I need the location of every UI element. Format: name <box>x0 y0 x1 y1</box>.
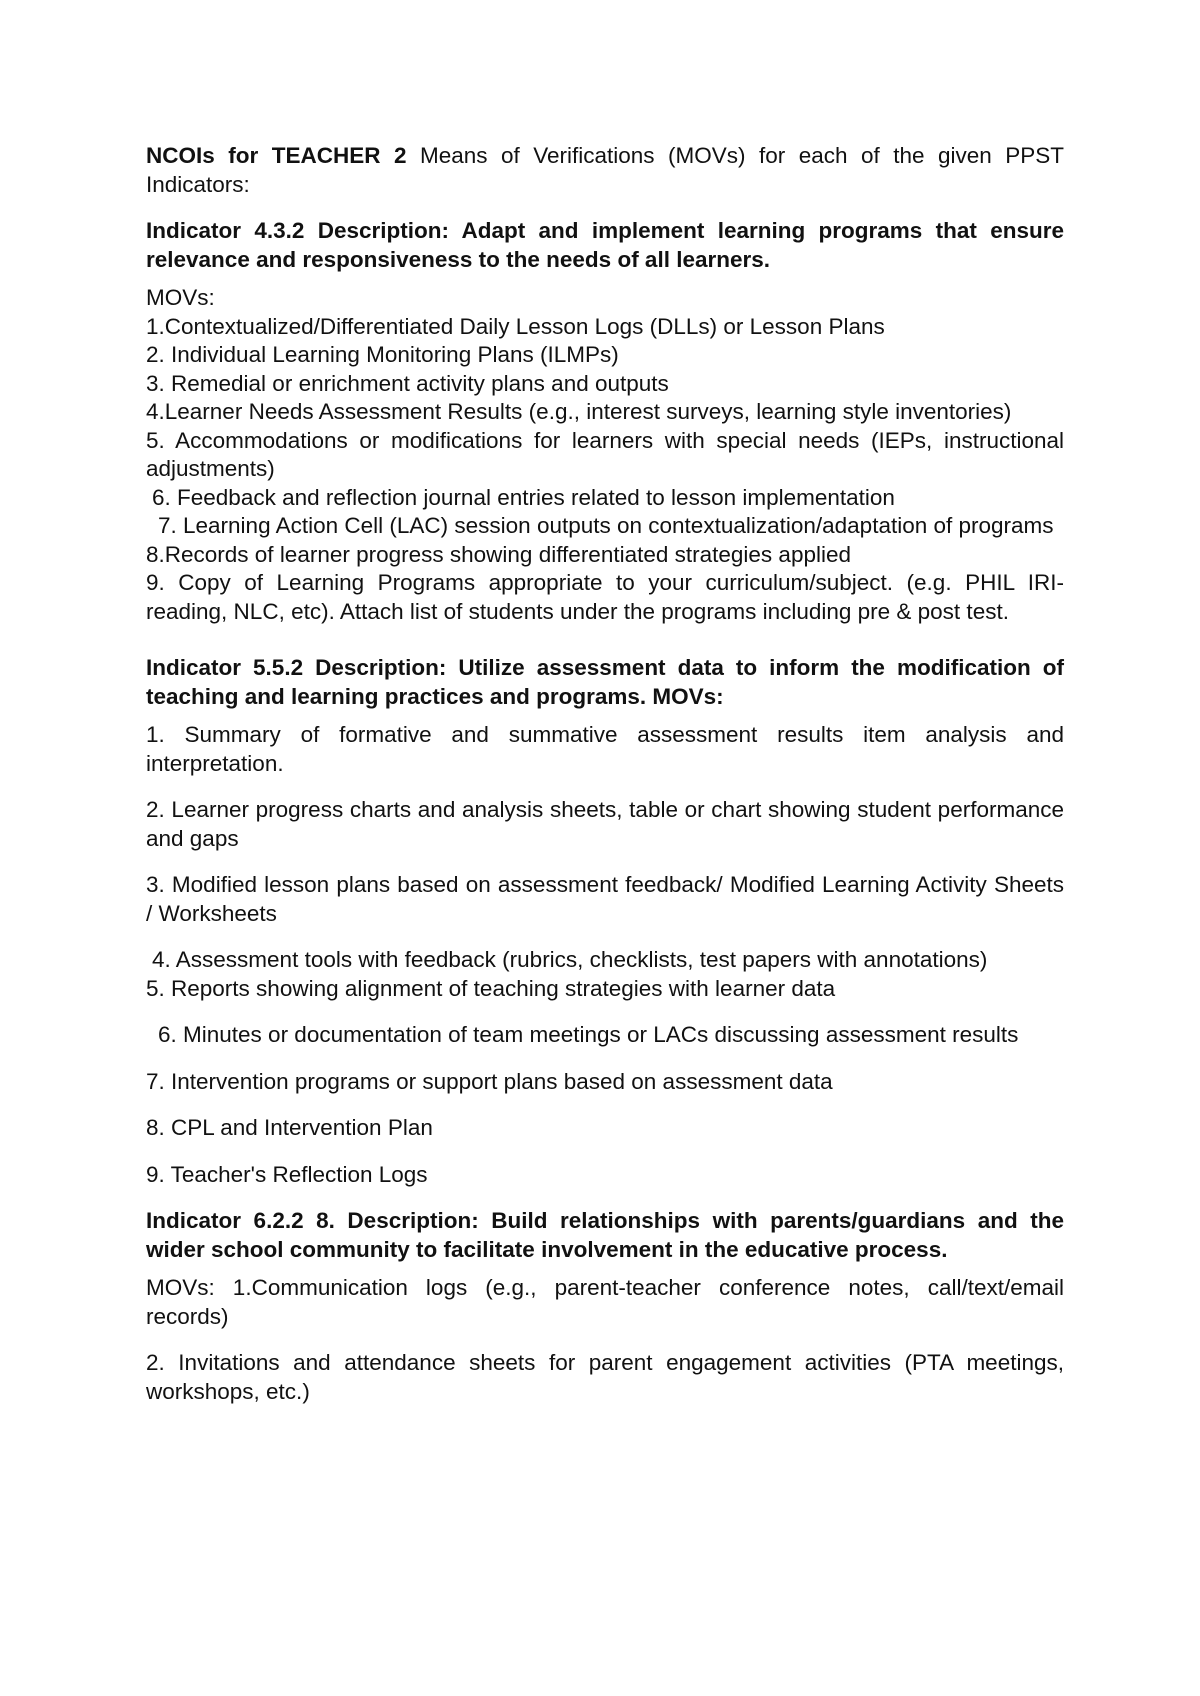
indicator-552-heading: Indicator 5.5.2 Description: Utilize assessment data to inform the modification of teaching and learning practices and programs. MOVs: <box>146 655 1064 709</box>
indicator-552-item-3: 3. Modified lesson plans based on assessment feedback/ Modified Learning Activity Sheets / Worksheets <box>146 872 1064 926</box>
indicator-432-item-3: 3. Remedial or enrichment activity plans and outputs <box>146 370 669 396</box>
indicator-432-heading: Indicator 4.3.2 Description: Adapt and implement learning programs that ensure relevance and responsiveness to the needs of all learners. <box>146 218 1064 272</box>
indicator-432-item-1: 1.Contextualized/Differentiated Daily Lesson Logs (DLLs) or Lesson Plans <box>146 313 885 339</box>
indicator-432-item-2: 2. Individual Learning Monitoring Plans (ILMPs) <box>146 342 619 367</box>
indicator-622-heading: Indicator 6.2.2 8. Description: Build relationships with parents/guardians and the wider school community to facilitate involvement in the educative process. <box>146 1208 1064 1262</box>
indicator-552-item-4: 4. Assessment tools with feedback (rubrics, checklists, test papers with annotations) <box>152 947 988 972</box>
indicator-432-item-7: 7. Learning Action Cell (LAC) session outputs on contextualization/adaptation of programs <box>158 513 1054 538</box>
indicator-432-item-8: 8.Records of learner progress showing differentiated strategies applied <box>146 541 851 567</box>
indicator-552-item-8: 8. CPL and Intervention Plan <box>146 1115 433 1140</box>
indicator-552-item-2: 2. Learner progress charts and analysis sheets, table or chart showing student performance and gaps <box>146 797 1064 851</box>
indicator-622-item-2: 2. Invitations and attendance sheets for parent engagement activities (PTA meetings, workshops, etc.) <box>146 1350 1064 1404</box>
indicator-552-item-5: 5. Reports showing alignment of teaching strategies with learner data <box>146 975 836 1001</box>
indicator-552-item-7: 7. Intervention programs or support plans based on assessment data <box>146 1068 833 1094</box>
indicator-432-item-4: 4.Learner Needs Assessment Results (e.g., interest surveys, learning style inventories) <box>146 399 1012 424</box>
indicator-432-item-9: 9. Copy of Learning Programs appropriate to your curriculum/subject. (e.g. PHIL IRI-reading, NLC, etc). Attach list of students under the programs including pre & post test. <box>146 570 1064 624</box>
indicator-432-item-5: 5. Accommodations or modifications for learners with special needs (IEPs, instructional adjustments) <box>146 427 1064 481</box>
indicator-622-item-1: MOVs: 1.Communication logs (e.g., parent-teacher conference notes, call/text/email records) <box>146 1275 1064 1329</box>
indicator-552-item-1: 1. Summary of formative and summative assessment results item analysis and interpretation. <box>146 722 1064 776</box>
indicator-432-movs-label: MOVs: <box>146 285 215 310</box>
indicator-552-item-6: 6. Minutes or documentation of team meetings or LACs discussing assessment results <box>158 1022 1019 1047</box>
intro-bold-title: NCOIs for TEACHER 2 <box>146 143 407 168</box>
intro-paragraph <box>146 142 1064 199</box>
intro-text: Means of Verifications (MOVs) for each of the given PPST Indicators: <box>146 143 1064 197</box>
indicator-432-item-6: 6. Feedback and reflection journal entries related to lesson implementation <box>152 484 895 510</box>
document-page <box>146 142 1064 1406</box>
indicator-552-item-9: 9. Teacher's Reflection Logs <box>146 1161 428 1187</box>
